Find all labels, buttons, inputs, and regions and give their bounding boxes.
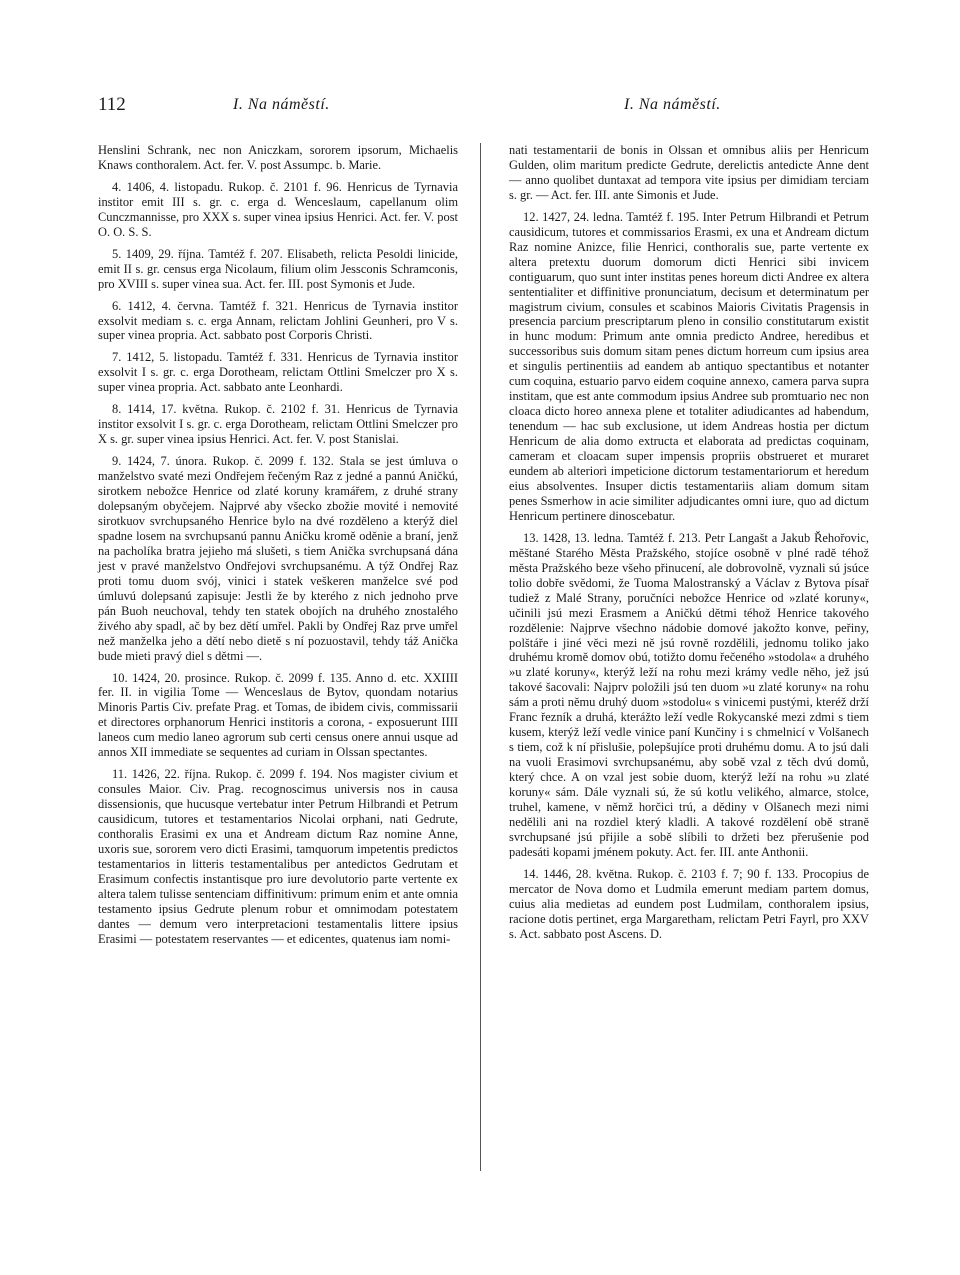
running-head-right: I. Na náměstí.	[624, 96, 721, 113]
entry-8: 8. 1414, 17. května. Rukop. č. 2102 f. 31. Henricus de Tyrnavia institor exsolvit I s. gr. c. erga Dorotheam, relictam Ottlini Smelczer pro X s. gr. super vinea ipsius Henrici. Act. fer. V. post Stanislai.	[98, 402, 458, 447]
page-header	[98, 94, 868, 124]
right-column	[509, 143, 869, 942]
entry-9: 9. 1424, 7. února. Rukop. č. 2099 f. 132. Stala se jest úmluva o manželstvo svaté mezi Ondřejem řečeným Raz z jedné a pannú Aničkú, sirotkem nebožce Henrice od zlaté koruny kramářem, z druhé strany dolepsaným obyčejem. Najprvé aby všecko zbožie movité i nemovité sirotkuov svrchupsaného Henrice bylo na dvé rozděleno a kterýž diel spadne losem na svrchupsanú pannu Aničku kromě oděnie a braní, jenž na pacholíka bratra jejieho má slušeti, s tiem Anička svrchupsaná dána jest v pravé manželstvo Ondřejovi svrchupsanému. A týž Ondřej Raz proti tomu duom svój, vinici i statek veškeren manželce své pod úmluvú dolepsanú zapisuje: Jestli že by kterého z nich jednoho prve pán Buoh neuchoval, tehdy ten statek obojích na druhého znostalého živého aby spadl, ač by bez dětí umřel. Pakli by Ondřej Raz prve umřel než manželka jeho a dětí nebo dietě s ní pozuostavil, tehdy táž Anička bude mieti pravý diel s dětmi —.	[98, 454, 458, 663]
running-head-left: I. Na náměstí.	[233, 96, 330, 113]
page-number: 112	[98, 94, 126, 115]
column-divider	[480, 143, 481, 1171]
entry-4: 4. 1406, 4. listopadu. Rukop. č. 2101 f. 96. Henricus de Tyrnavia institor emit III s. gr. c. erga d. Wenceslaum, capellanum olim Cunczmannisse, pro XXX s. super vinea ipsius Henrici. Act. fer. V. post O. O. S. S.	[98, 179, 458, 239]
entry-14: 14. 1446, 28. května. Rukop. č. 2103 f. 7; 90 f. 133. Procopius de mercator de Nova domo et Ludmila emerunt mediam partem domus, cuius alia medietas ad eundem post Ludmilam, conthoralem ipsius, racione dotis pertinet, erga Margaretham, relictam Petri Fayrl, pro XXV s. Act. sabbato post Ascens. D.	[509, 866, 869, 941]
entry-12: 12. 1427, 24. ledna. Tamtéž f. 195. Inter Petrum Hilbrandi et Petrum causidicum, tutores et commissarios Erasmi, ex una et Andream dictum Raz nomine Anizce, filie Henrici, conthoralis sue, parte vertente ex altera pretextu duorum domorum dicti Henrici sibi invicem contiguarum, quo sunt inter institas penes horeum dicti Andree ex altera sententialiter et diffinitive pronunciatum, decisum et determinatum per magistrum civium, consules et scabinos Maioris Civitatis Pragensis in presencia parcium prescriptarum pleno in consilio constitutarum existit in hunc modum: Primum ante omnia predicto Andree, heredibus et successoribus suis domum sitam penes dictum horreum cum ipsius area et singulis pertinentiis ad eandem ab antiquo spectantibus et notanter cum coquina, estuario parvo eidem coquine annexo, camera parva supra institam, que est ante commodum ipsius Andree sub promtuario nec non cloaca dicto horeo annexa plene et totaliter adiudicantes ad habendum, tenendum — hac sub exclusione, ut idem Andreas hostia per dictum Henricum de alia domo extructa et elaborata ad predictas coquinam, cameram et cloacam super impensis propriis obstrueret et muraret eundem ab alteriori impeticione dictorum testamentariorum et heredum eius absolventes. Insuper dictis testamentariis aliam domum sitam penes Ssmerhow in acie similiter adjudicantes omni iure, quo ad dictum Henricum pertinere dinoscebatur.	[509, 209, 869, 523]
entry-13: 13. 1428, 13. ledna. Tamtéž f. 213. Petr Langašt a Jakub Řehořovic, měštané Starého Města Pražského, stojíce osobně v plné radě téhož města Pražského beze všeho přinucení, ale dobrovolně, vyznali sú jsúce tolio dobře svědomi, že Tuoma Malostranský a Václav z Bytova písař tudiež z Malé Strany, poručníci nebožce Henrice od »zlaté koruny«, učinili jsú mezi Erasmem a Aničkú dětmi téhož Henrice takového rozdělenie: Najprve všechno nádobie domové jakožto konve, peřiny, polštáře i jiné věci mezi ně jsú rovně rozdělili, jednomu toliko jako druhému kromě domov obú, totižto domu řečeného »stodola« a druhého »u zlaté koruny«, kterýž leží na rohu mezi krámy vedle něho, jež jsú takové šacovali: Najprv položili jsú ten duom »u zlaté koruny« na rohu sám a proti němu druhý duom »stodolu« s vinicemi pustými, kteréž drží Franc řezník a druhá, kterážto leží vedle Rokycanské mezi zdmi s tiem kusem, kterýž leží vedle vinice paní Kunčiny i s chmelnicí v Volšanech s tiem, což k ní přislušie, polepšujíce proti druhému domu. A to jsú dali na vuoli Erasimovi svrchupsanému, aby sobě vzal z těch dvú domů, který chce. A on vzal jest sobie duom, kterýž leží na rohu »u zlaté koruny« sám. Dále vyznali sú, že sú kotlu velikého, almarce, stolce, truhel, kamene, v němž horčici trú, a dědiny v Olšanech mezi nimi nedělili ani na rozdiel který kladli. A takové rozdělení obě straně svrchupsané jsú přijile a sobě slíbili to držeti bez přerušenie pod padesáti kopami jménem pokuty. Act. fer. III. ante Anthonii.	[509, 530, 869, 859]
entry-6: 6. 1412, 4. června. Tamtéž f. 321. Henricus de Tyrnavia institor exsolvit mediam s. c. erga Annam, relictam Johlini Geunheri, pro V s. super vinea propria. Act. sabbato post Corporis Christi.	[98, 298, 458, 343]
entry-5: 5. 1409, 29. října. Tamtéž f. 207. Elisabeth, relicta Pesoldi linicide, emit II s. gr. census erga Nicolaum, filium olim Jessconis Schramconis, pro XVIII s. super vinea sua. Act. fer. III. post Symonis et Jude.	[98, 246, 458, 291]
paragraph: nati testamentarii de bonis in Olssan et omnibus aliis per Henricum Gulden, olim maritum predicte Gedrute, derelictis antedicte Anne dent — anno quolibet duntaxat ad tempora vite ipsius per dimidiam terciam s. gr. — Act. fer. III. ante Simonis et Jude.	[509, 143, 869, 202]
paragraph: Henslini Schrank, nec non Aniczkam, sororem ipsorum, Michaelis Knaws conthoralem. Act. fer. V. post Assumpc. b. Marie.	[98, 143, 458, 172]
entry-11: 11. 1426, 22. října. Rukop. č. 2099 f. 194. Nos magister civium et consules Maior. Civ. Prag. recognoscimus universis nos in causa dissensionis, que hucusque vertebatur inter Petrum Hilbrandi et Petrum causidicum, tutores et testamentarios Nicolai orphani, nati Gedrute, conthoralis Erasimi ex una et Andream dictum Raz nomine Anne, uxoris sue, sororem vero dicti Erasimi, tamquorum impetentis predictos testamentarios in litteris testamentalibus per antedictos Gedrutam et Erasimum confectis instantisque pro iure devolutorio parte vertente ex altera talem tulisse sentenciam diffinitivum: primum enim et ante omnia testamento ipsius Gedrute plenum robur et omnimodam potestatem dantes — demum vero interpretacioni testamentalis littere ipsius Erasimi — potestatem reservantes — et edicentes, quatenus iam nomi-	[98, 767, 458, 946]
left-column	[98, 143, 458, 947]
entry-10: 10. 1424, 20. prosince. Rukop. č. 2099 f. 135. Anno d. etc. XXIIII fer. II. in vigilia Tome — Wenceslaus de Bytov, quondam notarius Minoris Partis Civ. prefate Prag. et Tomas, de ibidem civis, commissarii et directores orphanorum Henrici institoris a corona, - exposuerunt IIII laneos cum medio laneo agrorum sub certi census onere annui usque ad annos XII immediate se sequentes ad curiam in Olssan spectantes.	[98, 670, 458, 760]
entry-7: 7. 1412, 5. listopadu. Tamtéž f. 331. Henricus de Tyrnavia institor exsolvit I s. gr. c. erga Dorotheam, relictam Ottlini Smelczer pro X s. super vinea propria. Act. sabbato ante Leonhardi.	[98, 350, 458, 395]
